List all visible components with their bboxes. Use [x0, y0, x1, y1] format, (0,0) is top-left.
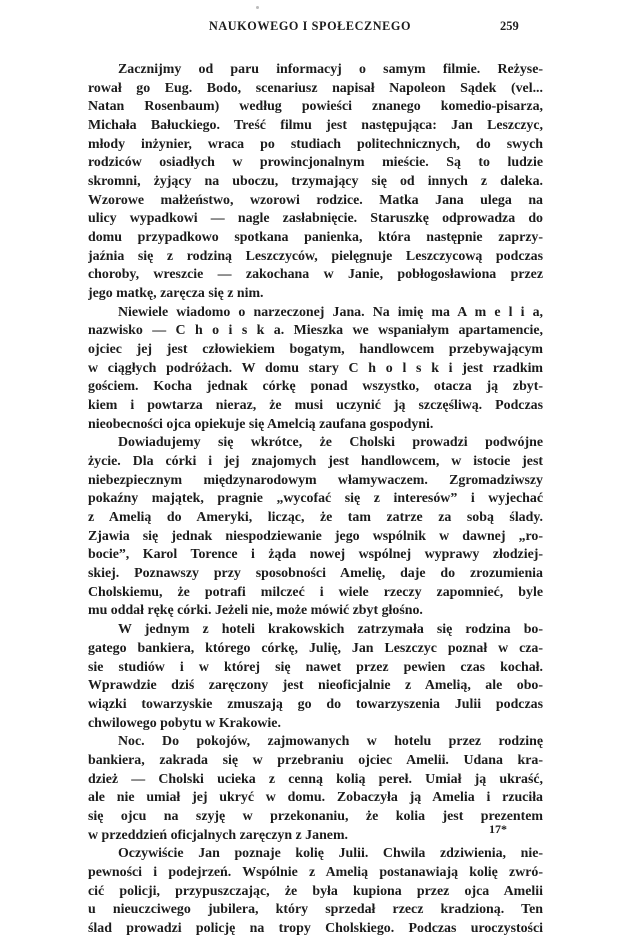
- text-line: Michała Bałuckiego. Treść filmu jest następująca: Jan Leszczyc,: [88, 118, 543, 134]
- text-line: rował go Eug. Bodo, scenariusz napisał Napoleon Sądek (vel...: [88, 80, 543, 96]
- text-line: Noc. Do pokojów, zajmowanych w hotelu przez rodzinę: [118, 734, 543, 750]
- text-line: bocie”, Karol Torence i żąda nowej wspólnej wyprawy złodziej-: [88, 547, 543, 563]
- text-line: skromni, żyjący na uboczu, trzymający się od innych z daleka.: [88, 174, 543, 190]
- text-line: młody inżynier, wraca po studiach politechnicznych, do swych: [88, 136, 543, 152]
- text-line: Cholskiemu, że potrafi milczeć i wiele rzeczy zapomnieć, byle: [88, 584, 543, 600]
- text-line: Natan Rosenbaum) według powieści znanego komedio-pisarza,: [88, 99, 543, 115]
- text-line: pokaźny majątek, pragnie „wycofać się z interesów” i wyjechać: [88, 491, 543, 507]
- text-line: Oczywiście Jan poznaje kolię Julii. Chwila zdziwienia, nie-: [118, 846, 543, 862]
- text-line: gościem. Kocha jednak córkę ponad wszystko, otacza ją zbyt-: [88, 379, 543, 395]
- text-line: jaźnia się z rodziną Leszczyców, pielęgnuje Leszczycową podczas: [88, 248, 543, 264]
- text-line: rodziców osiadłych w prowincjonalnym mieście. Są to ludzie: [88, 155, 543, 171]
- text-line: nieobecności ojca opiekuje się Amelcią zaufana gospodyni.: [88, 416, 434, 432]
- text-line: skiej. Poznawszy przy sposobności Amelię, daje do zrozumienia: [88, 566, 543, 582]
- text-line: u nieuczciwego jubilera, który sprzedał rzecz kradzioną. Ten: [88, 902, 543, 918]
- text-line: ale nie umiał jej ukryć w domu. Zobaczyła ją Amelia i rzuciła: [88, 790, 543, 806]
- text-line: sie studiów i w której się nawet przez pewien czas kochał.: [88, 659, 543, 675]
- text-line: wiązki towarzyskie zmuszają go do towarzyszenia Julii podczas: [88, 696, 543, 712]
- text-line: z Amelią do Ameryki, licząc, że tam zatrze za sobą ślady.: [88, 510, 543, 526]
- text-line: Niewiele wiadomo o narzeczonej Jana. Na imię ma A m e l i a,: [118, 304, 543, 320]
- text-line: dzież — Cholski ucieka z cenną kolią pereł. Umiał ją ukraść,: [88, 771, 543, 787]
- text-line: pewności i podejrzeń. Wspólnie z Amelią postanawiają kolię zwró-: [88, 864, 543, 880]
- text-line: mu oddał rękę córki. Jeżeli nie, może mówić zbyt głośno.: [88, 603, 423, 619]
- text-line: kiem i powtarza nieraz, że musi uczynić ją szczęśliwą. Podczas: [88, 398, 543, 414]
- text-line: ślad prowadzi policję na tropy Cholskiego. Podczas uroczystości: [88, 920, 543, 936]
- text-line: niebezpiecznym międzynarodowym włamywaczem. Zgromadziwszy: [88, 472, 543, 488]
- text-line: jego matkę, zaręcza się z nim.: [88, 286, 264, 302]
- text-line: Wzorowe małżeństwo, wzorowi rodzice. Matka Jana ulega na: [88, 192, 543, 208]
- text-line: ojciec jej jest człowiekiem bogatym, handlowcem przebywającym: [88, 342, 543, 358]
- text-line: gatego bankiera, którego córkę, Julię, Jan Leszczyc poznał w cza-: [88, 640, 543, 656]
- text-line: chwilowego pobytu w Krakowie.: [88, 715, 281, 731]
- text-line: w przeddzień oficjalnych zaręczyn z Janem.: [88, 827, 349, 843]
- signature-mark: 17*: [489, 822, 507, 836]
- text-line: się ojcu na szyję w przekonaniu, że kolia jest prezentem: [88, 808, 543, 824]
- text-line: nazwisko — C h o i s k a. Mieszka we wspaniałym apartamencie,: [88, 323, 543, 339]
- text-line: bankiera, zakrada się w przebraniu ojciec Amelii. Udana kra-: [88, 752, 543, 768]
- body-text: [88, 61, 543, 939]
- text-line: cić policji, przypuszczając, że była kupiona przez ojca Amelii: [88, 883, 543, 899]
- text-line: Wprawdzie dziś zaręczony jest nieoficjalnie z Amelią, ale obo-: [88, 678, 543, 694]
- text-line: Zjawia się jednak niespodziewanie jego wspólnik w dawnej „ro-: [88, 528, 543, 544]
- text-line: Zacznijmy od paru informacyj o samym filmie. Reżyse-: [118, 62, 543, 77]
- text-line: domu przypadkowo spotkana panienka, która następnie zaprzy-: [88, 230, 543, 246]
- page-number: 259: [500, 19, 519, 33]
- text-line: choroby, wreszcie — zakochana w Janie, pobłogosławiona przez: [88, 267, 543, 283]
- text-line: Dowiadujemy się wkrótce, że Cholski prowadzi podwójne: [118, 435, 543, 451]
- text-line: życie. Dla córki i jej znajomych jest handlowcem, w istocie jest: [88, 454, 543, 470]
- text-line: W jednym z hoteli krakowskich zatrzymała się rodzina bo-: [118, 622, 543, 638]
- running-head: NAUKOWEGO I SPOŁECZNEGO: [208, 19, 412, 33]
- paper-speck: [256, 6, 259, 9]
- text-line: ulicy wypadkowi — nagle zasłabnięcie. Staruszkę odprowadza do: [88, 211, 543, 227]
- text-line: w ciągłych podróżach. W domu stary C h o l s k i jest rzadkim: [88, 360, 543, 376]
